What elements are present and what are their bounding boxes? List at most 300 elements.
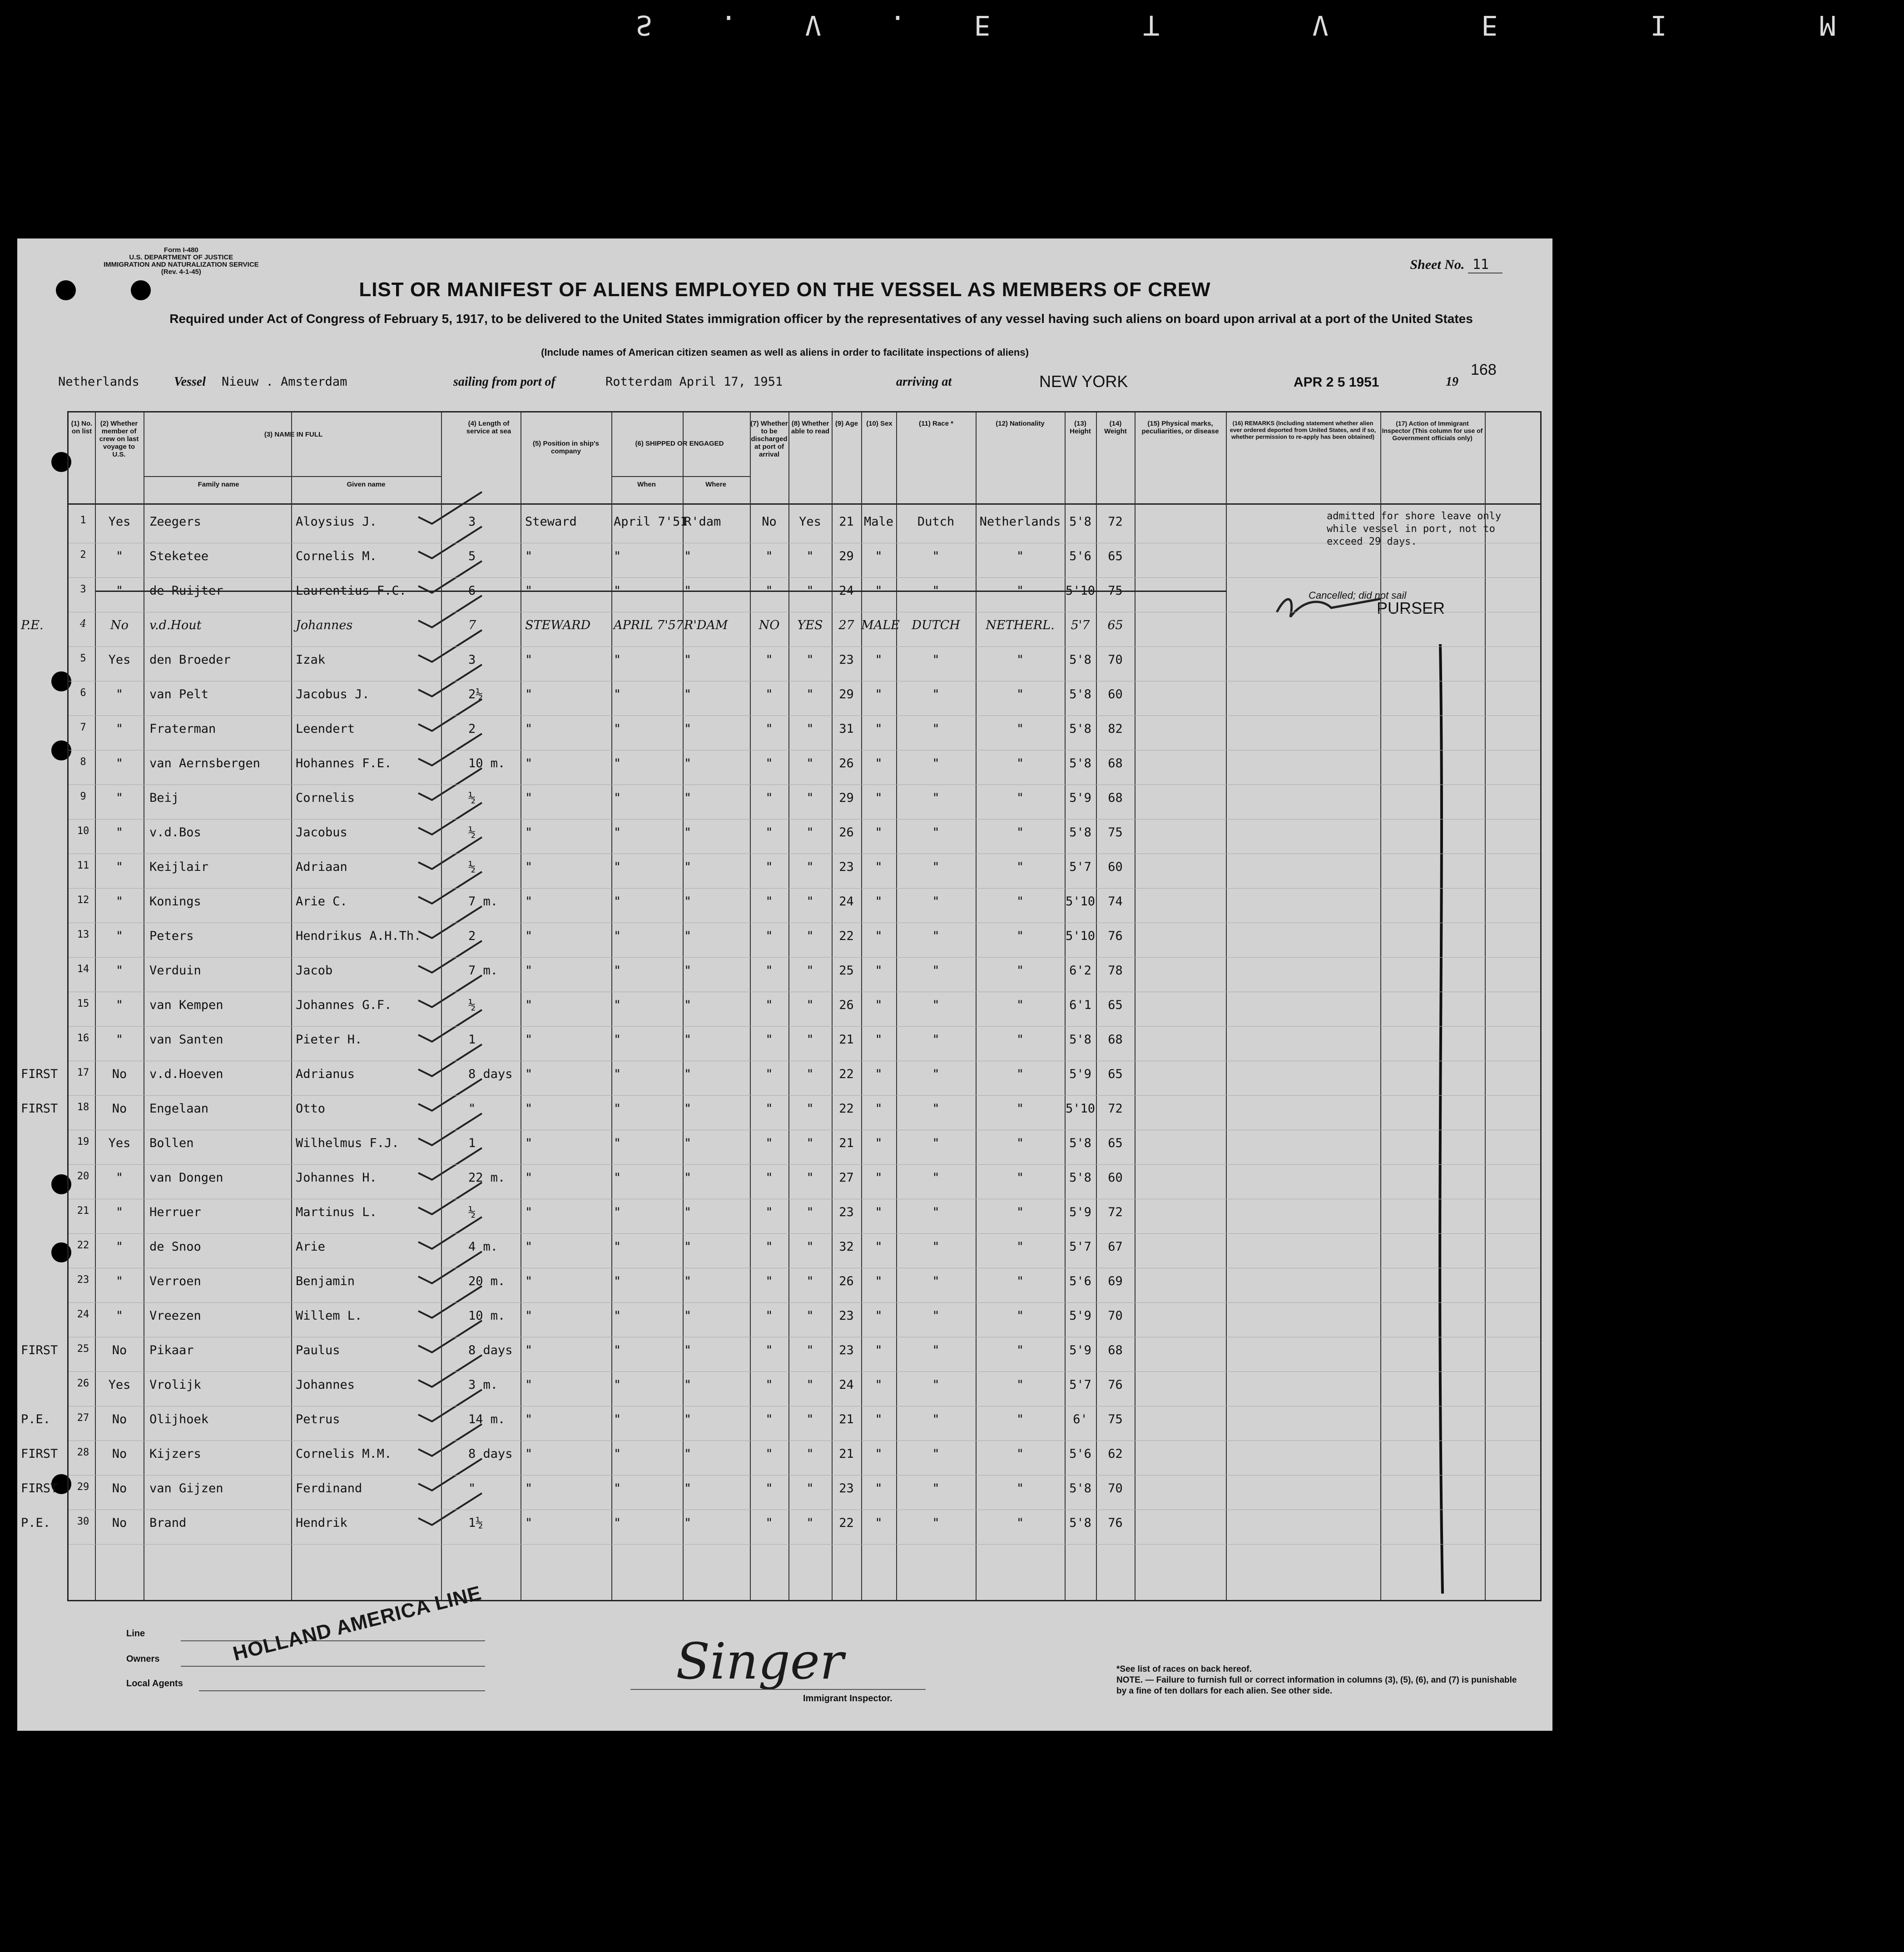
cell-height: 5'6: [1069, 1447, 1091, 1461]
cell-where: ": [684, 1309, 692, 1323]
cell-service: 7 m.: [468, 894, 498, 909]
cell-disch: ": [765, 929, 773, 943]
cell-height: 5'7: [1069, 1378, 1091, 1392]
cell-age: 26: [839, 1274, 854, 1288]
cell-given: Otto: [296, 1102, 326, 1116]
cell-read: ": [806, 1378, 814, 1392]
cell-given: Jacob: [296, 964, 333, 978]
cell-disch: ": [765, 860, 773, 874]
cell-height: 5'9: [1069, 1309, 1091, 1323]
cell-no: 11: [77, 860, 89, 871]
col-header-weight: (14) Weight: [1104, 420, 1127, 435]
cell-family: Zeegers: [149, 515, 201, 529]
cell-disch: ": [765, 1067, 773, 1081]
cell-family: Engelaan: [149, 1102, 209, 1116]
cell-when: ": [614, 1136, 621, 1150]
cell-given: Arie: [296, 1240, 326, 1254]
sheet-number-label: Sheet No.: [1410, 257, 1465, 272]
cell-read: ": [806, 1343, 814, 1357]
cell-height: 6'2: [1069, 964, 1091, 978]
cell-height: 5'7: [1071, 618, 1090, 632]
cell-sex: ": [875, 1309, 883, 1323]
cell-position: ": [525, 929, 533, 943]
cell-race: ": [932, 1516, 940, 1530]
cell-service: 1½: [468, 1516, 483, 1530]
row-rule: [69, 1544, 1540, 1545]
cell-age: 23: [839, 653, 854, 667]
cell-no: 10: [77, 825, 89, 837]
row-rule: [69, 1371, 1540, 1372]
sheet-number-value: 11: [1468, 257, 1502, 273]
row-rule: [69, 646, 1540, 647]
cell-height: 5'9: [1069, 1067, 1091, 1081]
cell-race: ": [932, 1309, 940, 1323]
cell-last: ": [115, 584, 124, 598]
cell-read: YES: [797, 618, 823, 632]
cell-where: ": [684, 998, 692, 1012]
cell-sex: ": [875, 1102, 883, 1116]
cell-no: 24: [77, 1309, 89, 1320]
cell-family: Vreezen: [149, 1309, 201, 1323]
cell-last: ": [115, 1240, 124, 1254]
cell-service: ½: [468, 1205, 476, 1219]
cell-nat: ": [1016, 894, 1024, 909]
cell-position: Steward: [525, 515, 577, 529]
cell-no: 27: [77, 1412, 89, 1424]
cell-family: van Aernsbergen: [149, 756, 260, 770]
cell-given: Cornelis M.: [296, 549, 377, 563]
cell-read: ": [806, 964, 814, 978]
cell-nat: ": [1016, 1033, 1024, 1047]
cell-where: ": [684, 1102, 692, 1116]
cell-no: 28: [77, 1447, 89, 1458]
cell-when: ": [614, 653, 621, 667]
cell-race: ": [932, 549, 940, 563]
cell-given: Johannes G.F.: [296, 998, 392, 1012]
cell-height: 5'8: [1069, 515, 1091, 529]
cell-age: 29: [839, 687, 854, 701]
cell-read: ": [806, 687, 814, 701]
cell-read: ": [806, 1447, 814, 1461]
cell-last: ": [115, 1171, 124, 1185]
cell-when: ": [614, 1481, 621, 1495]
cell-when: ": [614, 1067, 621, 1081]
cell-service: 1: [468, 1136, 476, 1150]
cell-sex: ": [875, 1033, 883, 1047]
cell-service: 8 days: [468, 1067, 513, 1081]
cell-family: Beij: [149, 791, 179, 805]
row-status-mark: P.E.: [21, 618, 44, 632]
cell-where: ": [684, 1205, 692, 1219]
cell-nat: ": [1016, 1412, 1024, 1426]
col-header-position: (5) Position in ship's company: [532, 440, 600, 455]
cell-read: ": [806, 1412, 814, 1426]
cell-weight: 75: [1108, 584, 1123, 598]
cell-family: van Pelt: [149, 687, 209, 701]
service: IMMIGRATION AND NATURALIZATION SERVICE: [104, 261, 259, 268]
cell-read: ": [806, 1516, 814, 1530]
purser-signature: [1268, 585, 1386, 631]
cell-family: Verroen: [149, 1274, 201, 1288]
cell-race: ": [932, 998, 940, 1012]
cell-family: Peters: [149, 929, 194, 943]
cell-sex: ": [875, 653, 883, 667]
sailing-label: sailing from port of: [453, 375, 555, 389]
cell-service: 7: [468, 618, 476, 632]
cell-when: ": [614, 1171, 621, 1185]
cell-read: ": [806, 722, 814, 736]
cell-sex: ": [875, 1516, 883, 1530]
cell-family: Bollen: [149, 1136, 194, 1150]
row-status-mark: FIRST: [21, 1447, 58, 1461]
cell-family: Kijzers: [149, 1447, 201, 1461]
cell-sex: ": [875, 1343, 883, 1357]
agents-label: Local Agents: [126, 1679, 183, 1689]
cell-given: Leendert: [296, 722, 355, 736]
footer-notes: [1116, 1664, 1525, 1697]
cell-when: ": [614, 1343, 621, 1357]
cell-where: ": [684, 653, 692, 667]
cell-nat: ": [1016, 791, 1024, 805]
remark-cancelled: Cancelled; did not sail: [1309, 590, 1407, 601]
cell-sex: ": [875, 687, 883, 701]
cell-age: 29: [839, 791, 854, 805]
cell-race: ": [932, 791, 940, 805]
remark-shore-leave: admitted for shore leave only while vessel in port, not to exceed 29 days.: [1327, 511, 1502, 547]
vessel-flag: Netherlands: [58, 375, 139, 389]
cell-age: 21: [839, 515, 854, 529]
cell-race: ": [932, 825, 940, 839]
cell-no: 18: [77, 1102, 89, 1113]
cell-where: ": [684, 1067, 692, 1081]
cell-service: 8 days: [468, 1343, 513, 1357]
cell-position: ": [525, 791, 533, 805]
cell-height: 5'8: [1069, 1516, 1091, 1530]
cell-family: van Kempen: [149, 998, 223, 1012]
col-header-shipped: (6) SHIPPED OR ENGAGED: [635, 440, 724, 447]
cell-given: Hohannes F.E.: [296, 756, 392, 770]
cell-given: Izak: [296, 653, 326, 667]
cell-service: 1: [468, 1033, 476, 1047]
cell-where: ": [684, 1136, 692, 1150]
cell-read: ": [806, 894, 814, 909]
cell-service: 7 m.: [468, 964, 498, 978]
cell-no: 8: [80, 756, 86, 768]
cell-when: ": [614, 756, 621, 770]
form-identifier: [104, 247, 259, 276]
cell-no: 21: [77, 1205, 89, 1217]
shipped-subheader-divider: [611, 476, 750, 477]
cell-service: 8 days: [468, 1447, 513, 1461]
col-header-given-name: Given name: [347, 481, 386, 488]
cell-read: ": [806, 1136, 814, 1150]
cell-read: ": [806, 1309, 814, 1323]
row-status-mark: P.E.: [21, 1412, 51, 1426]
cell-position: ": [525, 964, 533, 978]
agents-underline: [199, 1690, 485, 1691]
cell-last: ": [115, 894, 124, 909]
cell-height: 5'8: [1069, 722, 1091, 736]
department: U.S. DEPARTMENT OF JUSTICE: [129, 253, 233, 261]
cell-age: 23: [839, 860, 854, 874]
cell-read: ": [806, 549, 814, 563]
cell-position: ": [525, 1447, 533, 1461]
cell-sex: ": [875, 1136, 883, 1150]
cell-position: ": [525, 860, 533, 874]
cell-last: ": [115, 860, 124, 874]
cell-race: ": [932, 1481, 940, 1495]
cell-when: ": [614, 929, 621, 943]
cell-sex: ": [875, 1171, 883, 1185]
cell-given: Cornelis: [296, 791, 355, 805]
cell-given: Martinus L.: [296, 1205, 377, 1219]
cell-family: van Gijzen: [149, 1481, 223, 1495]
cell-disch: ": [765, 964, 773, 978]
cell-no: 20: [77, 1171, 89, 1182]
cell-disch: ": [765, 825, 773, 839]
cell-race: ": [932, 1136, 940, 1150]
cell-read: ": [806, 1067, 814, 1081]
cell-no: 30: [77, 1516, 89, 1527]
row-status-mark: FIRST: [21, 1102, 58, 1116]
cell-last: No: [110, 618, 129, 632]
col-header-inspector: (17) Action of Immigrant Inspector (This column for use of Government officials only): [1382, 420, 1483, 442]
form-number: Form I-480: [164, 246, 198, 254]
row-status-mark: FIRST: [21, 1481, 58, 1495]
sailing-port-date: Rotterdam April 17, 1951: [605, 375, 783, 389]
cell-where: ": [684, 722, 692, 736]
column-divider: [1485, 412, 1486, 1600]
mirrored-edge-text: S.V.E T V E I M: [636, 9, 1904, 41]
col-header-race: (11) Race *: [919, 420, 953, 427]
col-header-when: When: [637, 481, 656, 488]
cell-disch: ": [765, 1378, 773, 1392]
cell-service: 3: [468, 515, 476, 529]
cell-position: ": [525, 722, 533, 736]
cell-disch: ": [765, 1274, 773, 1288]
cell-weight: 74: [1108, 894, 1123, 909]
cell-where: ": [684, 964, 692, 978]
cell-service: 4 m.: [468, 1240, 498, 1254]
cell-sex: ": [875, 1481, 883, 1495]
row-status-mark: FIRST: [21, 1067, 58, 1081]
cell-last: ": [115, 929, 124, 943]
cell-last: No: [112, 1412, 127, 1426]
sheet-number: [1410, 257, 1502, 273]
row-status-mark: FIRST: [21, 1343, 58, 1357]
cell-age: 23: [839, 1205, 854, 1219]
cell-height: 5'9: [1069, 1343, 1091, 1357]
cell-last: ": [115, 825, 124, 839]
cell-sex: ": [875, 1067, 883, 1081]
cell-no: 1: [80, 515, 86, 526]
cell-service: 3 m.: [468, 1378, 498, 1392]
arriving-label: arriving at: [896, 375, 952, 389]
cell-nat: ": [1016, 1309, 1024, 1323]
cell-age: 23: [839, 1343, 854, 1357]
cell-weight: 70: [1108, 1309, 1123, 1323]
cell-no: 29: [77, 1481, 89, 1493]
cell-where: R'dam: [684, 515, 721, 529]
cell-read: ": [806, 1240, 814, 1254]
cell-sex: ": [875, 584, 883, 598]
cell-nat: ": [1016, 653, 1024, 667]
cell-age: 26: [839, 825, 854, 839]
cell-position: ": [525, 1102, 533, 1116]
cell-family: van Santen: [149, 1033, 223, 1047]
arrival-port: NEW YORK: [1039, 372, 1128, 391]
cell-no: 14: [77, 964, 89, 975]
cell-sex: ": [875, 964, 883, 978]
cell-where: ": [684, 860, 692, 874]
cell-disch: ": [765, 1102, 773, 1116]
cell-given: Pieter H.: [296, 1033, 362, 1047]
row-rule: [69, 715, 1540, 716]
cell-sex: ": [875, 929, 883, 943]
cell-given: Johannes H.: [296, 1171, 377, 1185]
cell-where: ": [684, 1171, 692, 1185]
cell-race: ": [932, 929, 940, 943]
cell-disch: ": [765, 1481, 773, 1495]
cell-last: No: [112, 1516, 127, 1530]
cell-given: Paulus: [296, 1343, 340, 1357]
cell-family: Olijhoek: [149, 1412, 209, 1426]
cell-family: Keijlair: [149, 860, 209, 874]
cell-no: 6: [80, 687, 86, 699]
cell-position: ": [525, 549, 533, 563]
cell-when: ": [614, 1412, 621, 1426]
cell-last: ": [115, 1033, 124, 1047]
cell-height: 5'8: [1069, 1481, 1091, 1495]
cell-race: ": [932, 894, 940, 909]
cell-when: ": [614, 894, 621, 909]
row-rule: [69, 1026, 1540, 1027]
cell-age: 24: [839, 894, 854, 909]
cell-read: ": [806, 929, 814, 943]
cell-age: 26: [839, 998, 854, 1012]
cell-where: ": [684, 687, 692, 701]
cell-race: ": [932, 1412, 940, 1426]
cell-nat: ": [1016, 1205, 1024, 1219]
cell-family: Verduin: [149, 964, 201, 978]
cell-weight: 76: [1108, 929, 1123, 943]
cell-disch: ": [765, 756, 773, 770]
cell-race: ": [932, 860, 940, 874]
inspector-underline: [630, 1689, 926, 1690]
cell-when: ": [614, 860, 621, 874]
name-subheader-divider: [144, 476, 441, 477]
cell-last: Yes: [108, 1378, 131, 1392]
cell-sex: ": [875, 1205, 883, 1219]
cell-family: v.d.Bos: [149, 825, 201, 839]
cell-no: 23: [77, 1274, 89, 1286]
cell-no: 17: [77, 1067, 89, 1078]
row-rule: [69, 1302, 1540, 1303]
cell-disch: ": [765, 1447, 773, 1461]
cell-race: ": [932, 1274, 940, 1288]
cell-disch: ": [765, 1240, 773, 1254]
cell-where: ": [684, 1378, 692, 1392]
cell-position: ": [525, 653, 533, 667]
cell-when: ": [614, 964, 621, 978]
cell-age: 21: [839, 1136, 854, 1150]
cell-when: ": [614, 1516, 621, 1530]
row-status-mark: P.E.: [21, 1516, 51, 1530]
cell-height: 5'8: [1069, 756, 1091, 770]
cell-service: ": [468, 1102, 476, 1116]
cell-given: Petrus: [296, 1412, 340, 1426]
cell-disch: No: [762, 515, 777, 529]
cell-no: 3: [80, 584, 86, 595]
cell-service: 14 m.: [468, 1412, 506, 1426]
cell-family: v.d.Hoeven: [149, 1067, 223, 1081]
cell-sex: ": [875, 1378, 883, 1392]
cell-no: 22: [77, 1240, 89, 1251]
cell-where: ": [684, 791, 692, 805]
cell-last: ": [115, 687, 124, 701]
cell-last: ": [115, 964, 124, 978]
cell-family: Steketee: [149, 549, 209, 563]
cell-disch: ": [765, 687, 773, 701]
cell-age: 22: [839, 929, 854, 943]
cell-race: ": [932, 1067, 940, 1081]
column-divider: [1380, 412, 1381, 1600]
inspector-signature: Singer: [676, 1632, 844, 1690]
cell-when: ": [614, 791, 621, 805]
cell-last: Yes: [108, 515, 131, 529]
cell-read: ": [806, 1274, 814, 1288]
cell-nat: Netherlands: [979, 515, 1061, 529]
cell-height: 5'9: [1069, 791, 1091, 805]
cell-age: 27: [839, 1171, 854, 1185]
arrival-date: APR 2 5 1951: [1294, 375, 1379, 390]
cell-where: ": [684, 1033, 692, 1047]
cell-given: Hendrikus A.H.Th.: [296, 929, 421, 943]
cell-last: No: [112, 1067, 127, 1081]
cell-position: ": [525, 1343, 533, 1357]
cell-given: Laurentius F.C.: [296, 584, 407, 598]
cell-sex: ": [875, 1447, 883, 1461]
cell-read: ": [806, 860, 814, 874]
year-label: 19: [1446, 375, 1458, 389]
cell-read: ": [806, 1171, 814, 1185]
cell-given: Adrianus: [296, 1067, 355, 1081]
cell-sex: ": [875, 1240, 883, 1254]
col-header-remarks: (16) REMARKS (Including statement whether alien ever ordered deported from United States, and if so, whether permission to re-apply has been obtained): [1230, 420, 1376, 440]
cell-nat: ": [1016, 825, 1024, 839]
cell-when: APRIL 7'57: [614, 618, 684, 632]
subtitle: Required under Act of Congress of February 5, 1917, to be delivered to the United States immigration officer by the representatives of any vessel having such aliens on board upon arrival at a port of the United States: [169, 312, 1473, 326]
cell-given: Benjamin: [296, 1274, 355, 1288]
cell-last: ": [115, 756, 124, 770]
cell-disch: ": [765, 549, 773, 563]
cell-height: 5'8: [1069, 1136, 1091, 1150]
cell-position: ": [525, 1481, 533, 1495]
cell-sex: Male: [863, 515, 894, 529]
cell-nat: NETHERL.: [986, 618, 1055, 632]
row-rule: [69, 1164, 1540, 1165]
cell-given: Wilhelmus F.J.: [296, 1136, 399, 1150]
cell-given: Jacobus: [296, 825, 347, 839]
cell-age: 25: [839, 964, 854, 978]
cell-height: 6': [1073, 1412, 1088, 1426]
cell-position: STEWARD: [525, 618, 591, 632]
cell-age: 22: [839, 1067, 854, 1081]
cell-weight: 76: [1108, 1516, 1123, 1530]
cell-where: ": [684, 1447, 692, 1461]
cell-last: ": [115, 549, 124, 563]
cell-weight: 76: [1108, 1378, 1123, 1392]
